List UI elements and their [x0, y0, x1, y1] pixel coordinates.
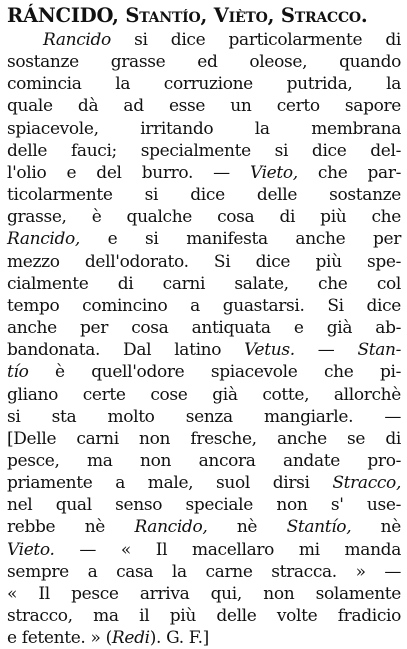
text-line: [7, 627, 401, 649]
text-line: [7, 29, 401, 51]
text-segment: e fetente. » (: [7, 628, 112, 649]
text-segment: [Delle carni non fresche, anche se di: [7, 428, 401, 449]
text-segment: quale dà ad esse un certo sapore: [7, 96, 401, 117]
text-line: [7, 118, 401, 140]
text-line: [7, 251, 401, 273]
text-segment: ticolarmente si dice delle sostanze: [7, 185, 401, 206]
text-segment: è quell'odore spiacevole che pi-: [28, 362, 401, 383]
text-segment: nè: [207, 517, 287, 538]
entry-body: [7, 29, 401, 649]
italic-term: Vetus.: [244, 340, 295, 361]
text-segment: rebbe nè: [7, 517, 135, 538]
text-segment: pesce, ma non ancora andate pro-: [7, 450, 401, 471]
text-segment: priamente a male, suol dirsi: [7, 473, 333, 494]
text-segment: grasse, è qualche cosa di più che: [7, 207, 401, 228]
text-line: [7, 51, 401, 73]
italic-term: Stantío,: [286, 517, 352, 538]
text-line: [7, 361, 401, 383]
text-line: [7, 384, 401, 406]
text-segment: si sta molto senza mangiarle. —: [7, 406, 401, 427]
text-segment: nè: [351, 517, 401, 538]
text-line: [7, 73, 401, 95]
italic-term: Vieto,: [249, 162, 298, 183]
text-segment: tempo comincino a guastarsi. Si dice: [7, 295, 401, 316]
title-period: .: [360, 4, 368, 27]
italic-term: Vieto.: [7, 539, 55, 560]
text-segment: « Il pesce arriva qui, non solamente: [7, 583, 401, 604]
text-line: [7, 228, 401, 250]
text-line: [7, 472, 401, 494]
text-line: [7, 516, 401, 538]
text-segment: delle fauci; specialmente si dice del-: [7, 140, 401, 161]
text-line: [7, 295, 401, 317]
text-line: [7, 605, 401, 627]
text-segment: spiacevole, irritando la membrana: [7, 118, 401, 139]
text-segment: si dice particolarmente di: [110, 30, 401, 50]
text-segment: e si manifesta anche per: [79, 229, 401, 250]
text-line: [7, 339, 401, 361]
text-segment: che par-: [297, 162, 402, 183]
text-line: [7, 273, 401, 295]
text-line: [7, 406, 401, 428]
text-segment: — « Il macellaro mi manda: [54, 539, 401, 560]
text-segment: —: [294, 340, 358, 361]
title-synonym-stantio: Stantío: [125, 4, 201, 27]
text-line: [7, 561, 401, 583]
italic-term: tío: [7, 362, 29, 383]
text-line: [7, 539, 401, 561]
text-segment: mezzo dell'odorato. Si dice più spe-: [7, 251, 401, 272]
italic-term: Rancido,: [7, 229, 80, 250]
title-synonym-vieto: Vièto: [213, 4, 268, 27]
italic-term: Rancido,: [134, 517, 208, 538]
text-segment: gliano certe cose già cotte, allorchè: [7, 384, 401, 405]
title-separator: ,: [267, 4, 281, 27]
text-line: [7, 450, 401, 472]
text-line: [7, 184, 401, 206]
text-line: [7, 428, 401, 450]
text-segment: bandonata. Dal latino: [7, 340, 245, 361]
text-segment: stracco, ma il più delle volte fradicio: [7, 606, 401, 627]
entry-title: [7, 3, 401, 28]
text-segment: l'olio e del burro. —: [7, 162, 250, 183]
text-line: [7, 140, 401, 162]
title-separator: ,: [200, 4, 214, 27]
text-segment: cialmente di carni salate, che col: [7, 273, 401, 294]
italic-term: Rancido: [43, 30, 111, 50]
text-line: [7, 317, 401, 339]
text-line: [7, 95, 401, 117]
title-synonym-stracco: Stracco: [280, 4, 361, 27]
text-segment: sempre a casa la carne stracca. » —: [7, 561, 401, 582]
italic-term: Stan-: [357, 340, 401, 361]
text-segment: comincia la corruzione putrida, la: [7, 74, 401, 95]
text-segment: nel qual senso speciale non s' use-: [7, 495, 401, 516]
text-line: [7, 583, 401, 605]
text-line: [7, 206, 401, 228]
text-line: [7, 494, 401, 516]
italic-term: Redi: [111, 628, 150, 649]
title-headword: RÁNCIDO,: [7, 4, 126, 27]
text-segment: anche per cosa antiquata e già ab-: [7, 318, 401, 339]
text-segment: sostanze grasse ed oleose, quando: [7, 52, 401, 73]
italic-term: Stracco,: [332, 473, 401, 494]
text-segment: ). G. F.]: [149, 628, 209, 649]
text-line: [7, 162, 401, 184]
